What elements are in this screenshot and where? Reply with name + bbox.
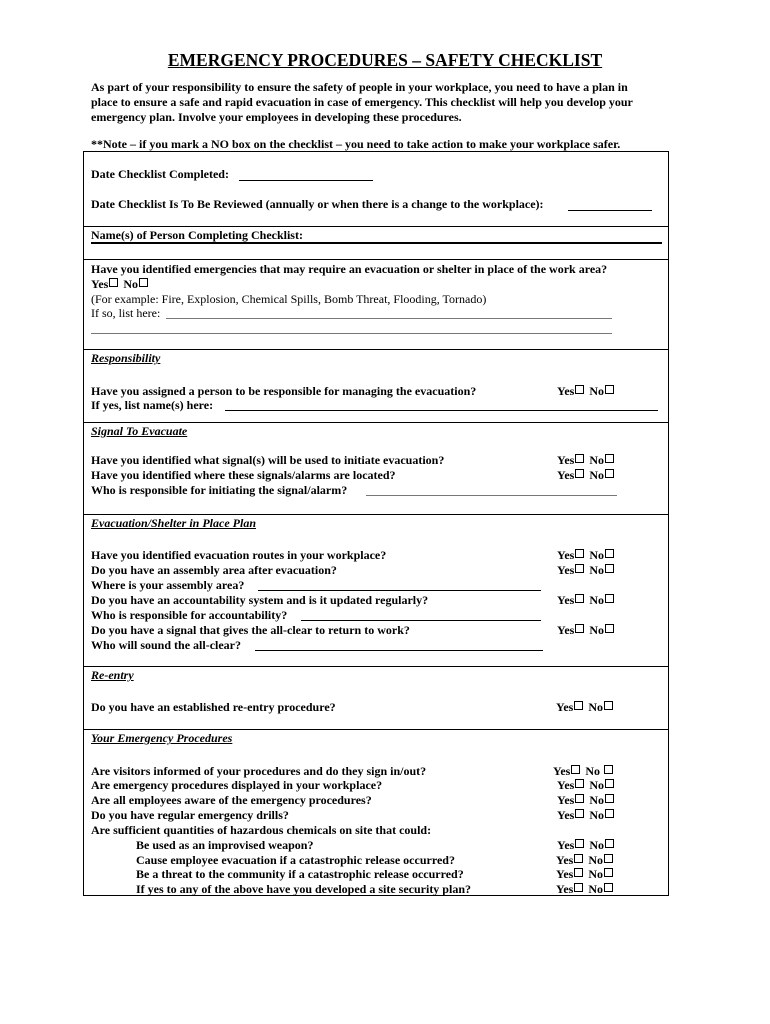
procedures-heading: Your Emergency Procedures <box>91 731 233 745</box>
evacuation-q2: Do you have an assembly area after evacuation? <box>91 563 337 577</box>
yes-checkbox[interactable] <box>574 854 583 863</box>
no-checkbox[interactable] <box>604 765 613 774</box>
procedures-q3-yes-no: Yes No <box>557 793 616 808</box>
signal-heading: Signal To Evacuate <box>91 424 188 438</box>
signal-q2-yes-no: Yes No <box>557 468 616 483</box>
no-checkbox[interactable] <box>605 564 614 573</box>
procedures-q2-yes-no: Yes No <box>557 778 616 793</box>
intro-line-2: place to ensure a safe and rapid evacuation in case of emergency. This checklist will help you develop your <box>91 95 633 109</box>
procedures-q8-yes-no: Yes No <box>556 867 615 882</box>
responsibility-q1: Have you assigned a person to be responsible for managing the evacuation? <box>91 384 477 398</box>
procedures-q7-yes-no: Yes No <box>556 853 615 868</box>
yes-checkbox[interactable] <box>575 839 584 848</box>
no-checkbox[interactable] <box>604 868 613 877</box>
yes-checkbox[interactable] <box>575 624 584 633</box>
yes-checkbox[interactable] <box>575 809 584 818</box>
note-text: **Note – if you mark a NO box on the checklist – you need to take action to make your workplace safer. <box>91 137 621 151</box>
evacuation-q1: Have you identified evacuation routes in your workplace? <box>91 548 387 562</box>
no-checkbox[interactable] <box>605 594 614 603</box>
yes-checkbox[interactable] <box>109 278 118 287</box>
no-checkbox[interactable] <box>605 549 614 558</box>
signal-q1: Have you identified what signal(s) will be used to initiate evacuation? <box>91 453 445 467</box>
yes-checkbox[interactable] <box>574 883 583 892</box>
evacuation-q2-yes-no: Yes No <box>557 563 616 578</box>
box-right-border <box>668 151 669 896</box>
divider <box>83 514 669 515</box>
procedures-q9: If yes to any of the above have you developed a site security plan? <box>136 882 471 896</box>
date-completed-field[interactable] <box>239 180 373 181</box>
emergencies-list-field[interactable] <box>91 333 612 334</box>
evacuation-q6-yes-no: Yes No <box>557 623 616 638</box>
no-checkbox[interactable] <box>605 839 614 848</box>
evacuation-q4: Do you have an accountability system and is it updated regularly? <box>91 593 429 607</box>
yes-checkbox[interactable] <box>575 779 584 788</box>
responsibility-names-field[interactable] <box>225 410 658 411</box>
page-title: EMERGENCY PROCEDURES – SAFETY CHECKLIST <box>167 50 603 70</box>
signal-q1-yes-no: Yes No <box>557 453 616 468</box>
yes-checkbox[interactable] <box>575 794 584 803</box>
names-field[interactable] <box>91 242 662 244</box>
evacuation-q4-yes-no: Yes No <box>557 593 616 608</box>
procedures-q5: Are sufficient quantities of hazardous chemicals on site that could: <box>91 823 432 837</box>
divider <box>83 349 669 350</box>
procedures-q4: Do you have regular emergency drills? <box>91 808 289 822</box>
procedures-q6: Be used as an improvised weapon? <box>136 838 314 852</box>
emergencies-yes-no: Yes No <box>91 277 150 292</box>
responsibility-q1-yes-no: Yes No <box>557 384 616 399</box>
divider <box>83 422 669 423</box>
procedures-q1: Are visitors informed of your procedures and do they sign in/out? <box>91 764 427 778</box>
responsibility-heading: Responsibility <box>91 351 161 365</box>
date-reviewed-field[interactable] <box>568 210 652 211</box>
procedures-q7: Cause employee evacuation if a catastrophic release occurred? <box>136 853 455 867</box>
intro-line-1: As part of your responsibility to ensure the safety of people in your workplace, you need to have a plan in <box>91 80 628 94</box>
evacuation-heading: Evacuation/Shelter in Place Plan <box>91 516 257 530</box>
no-checkbox[interactable] <box>604 883 613 892</box>
evacuation-q5: Who is responsible for accountability? <box>91 608 288 622</box>
divider <box>83 666 669 667</box>
evacuation-q6: Do you have a signal that gives the all-clear to return to work? <box>91 623 410 637</box>
signal-q2: Have you identified where these signals/alarms are located? <box>91 468 396 482</box>
emergencies-example: (For example: Fire, Explosion, Chemical Spills, Bomb Threat, Flooding, Tornado) <box>91 292 487 306</box>
procedures-q2: Are emergency procedures displayed in your workplace? <box>91 778 383 792</box>
reentry-q1-yes-no: Yes No <box>556 700 615 715</box>
procedures-q4-yes-no: Yes No <box>557 808 616 823</box>
names-label: Name(s) of Person Completing Checklist: <box>91 228 303 242</box>
reentry-q1: Do you have an established re-entry procedure? <box>91 700 336 714</box>
signal-responsible-field[interactable] <box>366 495 617 496</box>
no-checkbox[interactable] <box>605 809 614 818</box>
yes-checkbox[interactable] <box>575 594 584 603</box>
no-checkbox[interactable] <box>605 469 614 478</box>
yes-checkbox[interactable] <box>574 701 583 710</box>
procedures-q6-yes-no: Yes No <box>557 838 616 853</box>
no-checkbox[interactable] <box>605 454 614 463</box>
yes-checkbox[interactable] <box>575 469 584 478</box>
evacuation-q3: Where is your assembly area? <box>91 578 245 592</box>
date-completed-label: Date Checklist Completed: <box>91 167 229 181</box>
emergencies-list-field[interactable] <box>166 318 612 319</box>
reentry-heading: Re-entry <box>91 668 134 682</box>
procedures-q1-yes-no: Yes No <box>553 764 615 779</box>
divider <box>83 729 669 730</box>
box-top-border <box>83 151 669 152</box>
assembly-area-field[interactable] <box>258 590 541 591</box>
no-checkbox[interactable] <box>605 385 614 394</box>
divider <box>83 259 669 260</box>
procedures-q3: Are all employees aware of the emergency procedures? <box>91 793 372 807</box>
all-clear-field[interactable] <box>255 650 543 651</box>
emergencies-question: Have you identified emergencies that may require an evacuation or shelter in place of the work area? <box>91 262 608 276</box>
evacuation-q1-yes-no: Yes No <box>557 548 616 563</box>
no-checkbox[interactable] <box>605 794 614 803</box>
yes-checkbox[interactable] <box>575 454 584 463</box>
date-reviewed-label: Date Checklist Is To Be Reviewed (annually or when there is a change to the workplace): <box>91 197 544 211</box>
yes-checkbox[interactable] <box>575 549 584 558</box>
no-checkbox[interactable] <box>139 278 148 287</box>
procedures-q9-yes-no: Yes No <box>556 882 615 897</box>
emergencies-list-label: If so, list here: <box>91 306 161 320</box>
signal-q3: Who is responsible for initiating the signal/alarm? <box>91 483 348 497</box>
no-checkbox[interactable] <box>605 779 614 788</box>
responsibility-q2: If yes, list name(s) here: <box>91 398 214 412</box>
yes-checkbox[interactable] <box>575 564 584 573</box>
yes-checkbox[interactable] <box>575 385 584 394</box>
no-checkbox[interactable] <box>604 854 613 863</box>
accountability-field[interactable] <box>301 620 541 621</box>
intro-line-3: emergency plan. Involve your employees in developing these procedures. <box>91 110 462 124</box>
no-checkbox[interactable] <box>604 701 613 710</box>
yes-checkbox[interactable] <box>574 868 583 877</box>
evacuation-q7: Who will sound the all-clear? <box>91 638 242 652</box>
box-left-border <box>83 151 84 896</box>
divider <box>83 226 669 227</box>
no-checkbox[interactable] <box>605 624 614 633</box>
yes-checkbox[interactable] <box>571 765 580 774</box>
procedures-q8: Be a threat to the community if a catastrophic release occurred? <box>136 867 464 881</box>
